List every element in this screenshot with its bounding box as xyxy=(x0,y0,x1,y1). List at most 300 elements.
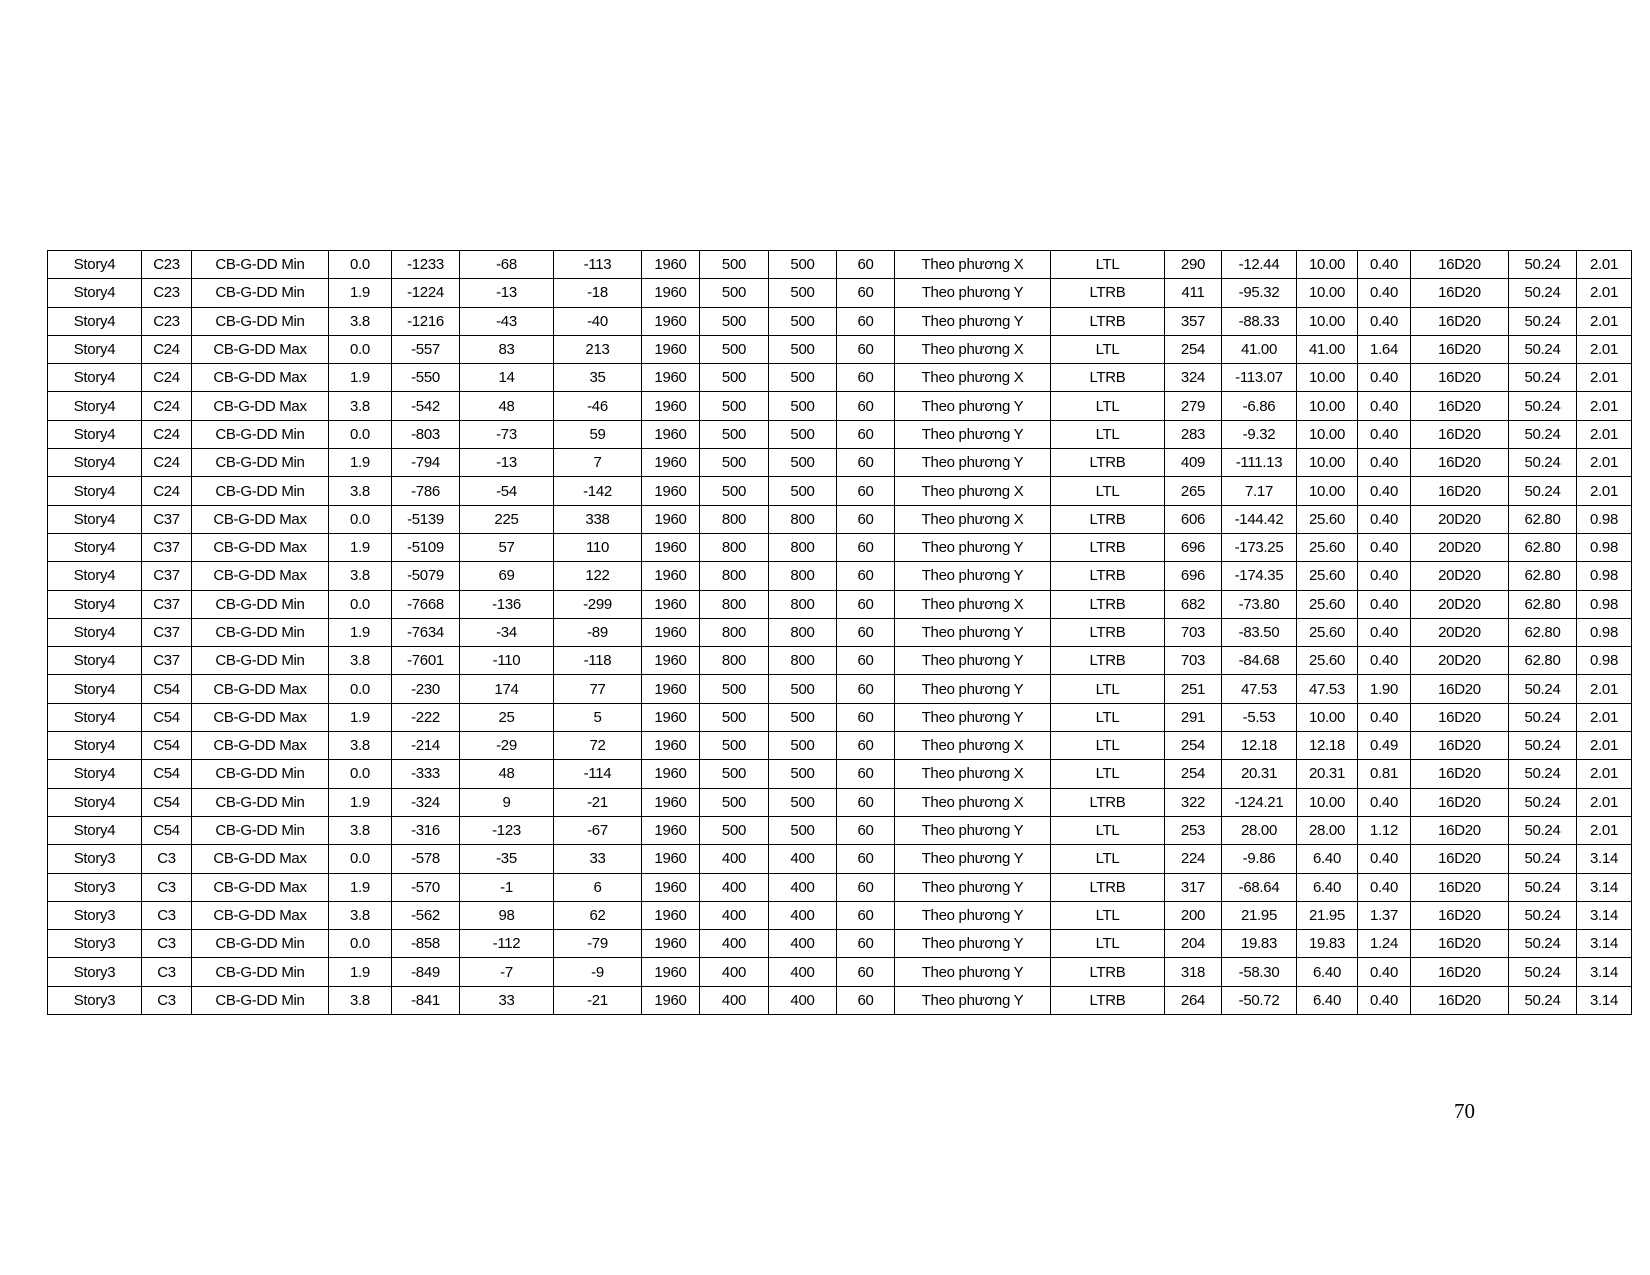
cell-axial-force: -333 xyxy=(392,760,460,788)
cell-ratio: 1.12 xyxy=(1358,816,1411,844)
cell-cover: 60 xyxy=(837,788,895,816)
cell-area: 50.24 xyxy=(1509,364,1577,392)
cell-value-b: -124.21 xyxy=(1222,788,1297,816)
cell-percent: 2.01 xyxy=(1577,449,1632,477)
cell-percent: 3.14 xyxy=(1577,958,1632,986)
cell-width-b: 800 xyxy=(700,647,769,675)
cell-column: C54 xyxy=(142,788,192,816)
cell-width-b: 500 xyxy=(700,449,769,477)
cell-cover: 60 xyxy=(837,732,895,760)
cell-column: C54 xyxy=(142,675,192,703)
cell-depth-h: 500 xyxy=(769,335,837,363)
cell-width-b: 400 xyxy=(700,845,769,873)
cell-ratio: 0.40 xyxy=(1358,958,1411,986)
cell-combo: CB-G-DD Min xyxy=(192,760,329,788)
cell-area: 50.24 xyxy=(1509,449,1577,477)
cell-height: 1960 xyxy=(642,533,700,561)
cell-direction: Theo phương X xyxy=(895,505,1051,533)
cell-height: 1960 xyxy=(642,901,700,929)
cell-value-a: 254 xyxy=(1165,760,1222,788)
cell-column: C24 xyxy=(142,477,192,505)
cell-height: 1960 xyxy=(642,307,700,335)
cell-area: 50.24 xyxy=(1509,958,1577,986)
cell-area: 50.24 xyxy=(1509,675,1577,703)
cell-value-b: -113.07 xyxy=(1222,364,1297,392)
cell-area: 50.24 xyxy=(1509,901,1577,929)
cell-moment-3: 7 xyxy=(554,449,642,477)
cell-depth-h: 500 xyxy=(769,279,837,307)
cell-area: 62.80 xyxy=(1509,505,1577,533)
cell-value-a: 317 xyxy=(1165,873,1222,901)
cell-ratio: 0.40 xyxy=(1358,788,1411,816)
cell-value-b: -12.44 xyxy=(1222,251,1297,279)
cell-ratio: 1.24 xyxy=(1358,930,1411,958)
cell-rebar: 16D20 xyxy=(1411,901,1509,929)
cell-axial-force: -7601 xyxy=(392,647,460,675)
cell-percent: 3.14 xyxy=(1577,930,1632,958)
cell-moment-3: 213 xyxy=(554,335,642,363)
cell-area: 50.24 xyxy=(1509,816,1577,844)
cell-area: 50.24 xyxy=(1509,703,1577,731)
cell-column: C54 xyxy=(142,816,192,844)
cell-value-b: 21.95 xyxy=(1222,901,1297,929)
cell-column: C37 xyxy=(142,618,192,646)
cell-moment-3: -21 xyxy=(554,986,642,1014)
cell-direction: Theo phương Y xyxy=(895,449,1051,477)
cell-ratio: 0.40 xyxy=(1358,477,1411,505)
cell-rebar: 16D20 xyxy=(1411,816,1509,844)
cell-direction: Theo phương Y xyxy=(895,986,1051,1014)
cell-percent: 2.01 xyxy=(1577,788,1632,816)
cell-depth-h: 400 xyxy=(769,873,837,901)
cell-combo: CB-G-DD Min xyxy=(192,307,329,335)
cell-direction: Theo phương X xyxy=(895,251,1051,279)
cell-case-type: LTRB xyxy=(1051,788,1165,816)
cell-combo: CB-G-DD Min xyxy=(192,420,329,448)
cell-station: 1.9 xyxy=(329,958,392,986)
cell-moment-3: -46 xyxy=(554,392,642,420)
cell-combo: CB-G-DD Min xyxy=(192,251,329,279)
cell-axial-force: -5139 xyxy=(392,505,460,533)
cell-column: C37 xyxy=(142,505,192,533)
cell-area: 50.24 xyxy=(1509,251,1577,279)
cell-percent: 2.01 xyxy=(1577,392,1632,420)
cell-depth-h: 500 xyxy=(769,449,837,477)
cell-direction: Theo phương Y xyxy=(895,958,1051,986)
cell-value-b: -5.53 xyxy=(1222,703,1297,731)
cell-value-c: 19.83 xyxy=(1297,930,1358,958)
cell-axial-force: -794 xyxy=(392,449,460,477)
cell-ratio: 0.40 xyxy=(1358,647,1411,675)
cell-value-a: 290 xyxy=(1165,251,1222,279)
cell-column: C24 xyxy=(142,392,192,420)
cell-percent: 2.01 xyxy=(1577,760,1632,788)
table-row xyxy=(48,618,1632,646)
cell-depth-h: 400 xyxy=(769,845,837,873)
cell-moment-3: -40 xyxy=(554,307,642,335)
cell-column: C54 xyxy=(142,732,192,760)
cell-column: C24 xyxy=(142,420,192,448)
cell-percent: 3.14 xyxy=(1577,986,1632,1014)
cell-rebar: 20D20 xyxy=(1411,618,1509,646)
cell-direction: Theo phương Y xyxy=(895,930,1051,958)
cell-station: 0.0 xyxy=(329,251,392,279)
cell-value-a: 696 xyxy=(1165,533,1222,561)
cell-value-a: 291 xyxy=(1165,703,1222,731)
cell-ratio: 0.40 xyxy=(1358,873,1411,901)
cell-axial-force: -562 xyxy=(392,901,460,929)
cell-width-b: 500 xyxy=(700,392,769,420)
cell-depth-h: 500 xyxy=(769,788,837,816)
cell-direction: Theo phương X xyxy=(895,760,1051,788)
cell-ratio: 0.40 xyxy=(1358,420,1411,448)
table-row xyxy=(48,675,1632,703)
cell-moment-2: -13 xyxy=(460,279,554,307)
cell-cover: 60 xyxy=(837,449,895,477)
cell-station: 3.8 xyxy=(329,647,392,675)
cell-moment-2: -54 xyxy=(460,477,554,505)
cell-axial-force: -316 xyxy=(392,816,460,844)
cell-story: Story4 xyxy=(48,647,142,675)
cell-case-type: LTRB xyxy=(1051,449,1165,477)
cell-depth-h: 800 xyxy=(769,647,837,675)
cell-value-c: 25.60 xyxy=(1297,647,1358,675)
cell-axial-force: -5079 xyxy=(392,562,460,590)
cell-case-type: LTRB xyxy=(1051,590,1165,618)
cell-rebar: 16D20 xyxy=(1411,788,1509,816)
cell-direction: Theo phương Y xyxy=(895,873,1051,901)
cell-rebar: 16D20 xyxy=(1411,703,1509,731)
cell-story: Story4 xyxy=(48,279,142,307)
cell-combo: CB-G-DD Min xyxy=(192,618,329,646)
table-row xyxy=(48,392,1632,420)
cell-depth-h: 800 xyxy=(769,505,837,533)
cell-case-type: LTRB xyxy=(1051,562,1165,590)
cell-depth-h: 800 xyxy=(769,590,837,618)
cell-moment-3: -79 xyxy=(554,930,642,958)
cell-rebar: 16D20 xyxy=(1411,307,1509,335)
cell-axial-force: -1224 xyxy=(392,279,460,307)
cell-moment-2: -7 xyxy=(460,958,554,986)
cell-combo: CB-G-DD Max xyxy=(192,732,329,760)
cell-value-c: 10.00 xyxy=(1297,477,1358,505)
cell-width-b: 800 xyxy=(700,533,769,561)
cell-axial-force: -550 xyxy=(392,364,460,392)
cell-column: C23 xyxy=(142,307,192,335)
cell-case-type: LTRB xyxy=(1051,505,1165,533)
cell-station: 0.0 xyxy=(329,505,392,533)
cell-ratio: 0.81 xyxy=(1358,760,1411,788)
table-row xyxy=(48,307,1632,335)
cell-case-type: LTL xyxy=(1051,901,1165,929)
cell-area: 50.24 xyxy=(1509,335,1577,363)
cell-percent: 3.14 xyxy=(1577,845,1632,873)
cell-ratio: 0.40 xyxy=(1358,251,1411,279)
cell-case-type: LTL xyxy=(1051,816,1165,844)
cell-value-a: 696 xyxy=(1165,562,1222,590)
cell-station: 0.0 xyxy=(329,420,392,448)
cell-ratio: 0.49 xyxy=(1358,732,1411,760)
cell-moment-2: 33 xyxy=(460,986,554,1014)
cell-case-type: LTL xyxy=(1051,845,1165,873)
cell-cover: 60 xyxy=(837,873,895,901)
cell-moment-3: -142 xyxy=(554,477,642,505)
cell-rebar: 16D20 xyxy=(1411,477,1509,505)
cell-station: 1.9 xyxy=(329,364,392,392)
cell-value-c: 25.60 xyxy=(1297,618,1358,646)
cell-area: 50.24 xyxy=(1509,732,1577,760)
cell-combo: CB-G-DD Max xyxy=(192,364,329,392)
cell-cover: 60 xyxy=(837,930,895,958)
cell-direction: Theo phương X xyxy=(895,732,1051,760)
cell-combo: CB-G-DD Min xyxy=(192,986,329,1014)
cell-combo: CB-G-DD Max xyxy=(192,845,329,873)
cell-ratio: 0.40 xyxy=(1358,364,1411,392)
cell-moment-3: 5 xyxy=(554,703,642,731)
cell-ratio: 1.90 xyxy=(1358,675,1411,703)
cell-column: C37 xyxy=(142,562,192,590)
cell-story: Story4 xyxy=(48,307,142,335)
cell-width-b: 400 xyxy=(700,930,769,958)
table-row xyxy=(48,590,1632,618)
cell-case-type: LTRB xyxy=(1051,533,1165,561)
table-row xyxy=(48,930,1632,958)
cell-height: 1960 xyxy=(642,251,700,279)
cell-area: 50.24 xyxy=(1509,760,1577,788)
cell-axial-force: -849 xyxy=(392,958,460,986)
cell-percent: 3.14 xyxy=(1577,901,1632,929)
cell-height: 1960 xyxy=(642,477,700,505)
cell-depth-h: 500 xyxy=(769,420,837,448)
cell-combo: CB-G-DD Max xyxy=(192,873,329,901)
cell-story: Story3 xyxy=(48,958,142,986)
cell-height: 1960 xyxy=(642,816,700,844)
cell-moment-2: -68 xyxy=(460,251,554,279)
cell-percent: 0.98 xyxy=(1577,590,1632,618)
cell-value-b: 7.17 xyxy=(1222,477,1297,505)
cell-value-a: 254 xyxy=(1165,732,1222,760)
cell-moment-2: 9 xyxy=(460,788,554,816)
table-row xyxy=(48,505,1632,533)
cell-width-b: 500 xyxy=(700,477,769,505)
cell-height: 1960 xyxy=(642,788,700,816)
table-row xyxy=(48,251,1632,279)
cell-height: 1960 xyxy=(642,505,700,533)
cell-value-c: 10.00 xyxy=(1297,788,1358,816)
cell-station: 3.8 xyxy=(329,392,392,420)
cell-value-c: 12.18 xyxy=(1297,732,1358,760)
cell-story: Story4 xyxy=(48,732,142,760)
cell-station: 0.0 xyxy=(329,675,392,703)
cell-station: 0.0 xyxy=(329,590,392,618)
cell-column: C3 xyxy=(142,845,192,873)
cell-cover: 60 xyxy=(837,251,895,279)
table-row xyxy=(48,816,1632,844)
cell-moment-2: 25 xyxy=(460,703,554,731)
cell-ratio: 0.40 xyxy=(1358,618,1411,646)
table-row xyxy=(48,845,1632,873)
cell-direction: Theo phương Y xyxy=(895,675,1051,703)
cell-value-a: 703 xyxy=(1165,647,1222,675)
table-row xyxy=(48,788,1632,816)
cell-width-b: 800 xyxy=(700,618,769,646)
cell-station: 0.0 xyxy=(329,760,392,788)
cell-moment-2: -110 xyxy=(460,647,554,675)
cell-moment-3: 6 xyxy=(554,873,642,901)
cell-value-a: 409 xyxy=(1165,449,1222,477)
cell-depth-h: 400 xyxy=(769,901,837,929)
cell-value-c: 10.00 xyxy=(1297,420,1358,448)
cell-axial-force: -7668 xyxy=(392,590,460,618)
cell-width-b: 500 xyxy=(700,364,769,392)
table-row xyxy=(48,420,1632,448)
cell-axial-force: -230 xyxy=(392,675,460,703)
cell-cover: 60 xyxy=(837,562,895,590)
cell-height: 1960 xyxy=(642,873,700,901)
table-row xyxy=(48,732,1632,760)
cell-height: 1960 xyxy=(642,279,700,307)
cell-area: 62.80 xyxy=(1509,590,1577,618)
cell-value-c: 25.60 xyxy=(1297,505,1358,533)
cell-combo: CB-G-DD Min xyxy=(192,930,329,958)
cell-value-a: 324 xyxy=(1165,364,1222,392)
cell-value-b: -83.50 xyxy=(1222,618,1297,646)
cell-ratio: 0.40 xyxy=(1358,392,1411,420)
cell-percent: 2.01 xyxy=(1577,675,1632,703)
cell-width-b: 400 xyxy=(700,873,769,901)
cell-rebar: 16D20 xyxy=(1411,986,1509,1014)
cell-value-b: -84.68 xyxy=(1222,647,1297,675)
cell-axial-force: -1216 xyxy=(392,307,460,335)
cell-value-b: -95.32 xyxy=(1222,279,1297,307)
cell-story: Story4 xyxy=(48,477,142,505)
cell-combo: CB-G-DD Max xyxy=(192,703,329,731)
cell-moment-2: -34 xyxy=(460,618,554,646)
cell-direction: Theo phương X xyxy=(895,477,1051,505)
cell-depth-h: 500 xyxy=(769,364,837,392)
cell-width-b: 500 xyxy=(700,307,769,335)
cell-combo: CB-G-DD Max xyxy=(192,392,329,420)
cell-station: 3.8 xyxy=(329,986,392,1014)
cell-value-c: 21.95 xyxy=(1297,901,1358,929)
cell-station: 1.9 xyxy=(329,279,392,307)
cell-area: 50.24 xyxy=(1509,788,1577,816)
cell-ratio: 0.40 xyxy=(1358,279,1411,307)
cell-cover: 60 xyxy=(837,279,895,307)
cell-case-type: LTL xyxy=(1051,392,1165,420)
table-row xyxy=(48,562,1632,590)
cell-story: Story4 xyxy=(48,364,142,392)
cell-value-a: 682 xyxy=(1165,590,1222,618)
cell-value-b: -144.42 xyxy=(1222,505,1297,533)
cell-percent: 0.98 xyxy=(1577,618,1632,646)
cell-ratio: 1.64 xyxy=(1358,335,1411,363)
cell-value-b: -174.35 xyxy=(1222,562,1297,590)
data-table-container xyxy=(47,250,1631,1015)
cell-direction: Theo phương X xyxy=(895,364,1051,392)
cell-height: 1960 xyxy=(642,675,700,703)
cell-cover: 60 xyxy=(837,986,895,1014)
cell-value-b: 12.18 xyxy=(1222,732,1297,760)
cell-percent: 2.01 xyxy=(1577,307,1632,335)
cell-rebar: 20D20 xyxy=(1411,505,1509,533)
cell-value-b: 19.83 xyxy=(1222,930,1297,958)
cell-moment-3: -67 xyxy=(554,816,642,844)
cell-rebar: 16D20 xyxy=(1411,732,1509,760)
cell-case-type: LTL xyxy=(1051,335,1165,363)
cell-width-b: 400 xyxy=(700,986,769,1014)
cell-cover: 60 xyxy=(837,647,895,675)
cell-depth-h: 500 xyxy=(769,251,837,279)
cell-value-a: 279 xyxy=(1165,392,1222,420)
cell-combo: CB-G-DD Min xyxy=(192,647,329,675)
cell-ratio: 0.40 xyxy=(1358,505,1411,533)
cell-value-c: 6.40 xyxy=(1297,958,1358,986)
cell-story: Story4 xyxy=(48,816,142,844)
cell-column: C3 xyxy=(142,901,192,929)
cell-direction: Theo phương Y xyxy=(895,816,1051,844)
cell-story: Story4 xyxy=(48,703,142,731)
cell-height: 1960 xyxy=(642,420,700,448)
cell-rebar: 16D20 xyxy=(1411,392,1509,420)
cell-moment-3: -113 xyxy=(554,251,642,279)
cell-rebar: 16D20 xyxy=(1411,420,1509,448)
table-row xyxy=(48,533,1632,561)
cell-moment-2: -123 xyxy=(460,816,554,844)
cell-case-type: LTL xyxy=(1051,251,1165,279)
cell-percent: 2.01 xyxy=(1577,703,1632,731)
cell-cover: 60 xyxy=(837,335,895,363)
cell-width-b: 500 xyxy=(700,788,769,816)
cell-cover: 60 xyxy=(837,533,895,561)
cell-direction: Theo phương Y xyxy=(895,533,1051,561)
cell-moment-2: -43 xyxy=(460,307,554,335)
table-row xyxy=(48,986,1632,1014)
cell-combo: CB-G-DD Min xyxy=(192,590,329,618)
cell-moment-2: -112 xyxy=(460,930,554,958)
cell-value-c: 10.00 xyxy=(1297,703,1358,731)
cell-value-a: 357 xyxy=(1165,307,1222,335)
cell-value-c: 47.53 xyxy=(1297,675,1358,703)
cell-column: C23 xyxy=(142,279,192,307)
cell-value-c: 25.60 xyxy=(1297,562,1358,590)
cell-percent: 2.01 xyxy=(1577,816,1632,844)
cell-width-b: 400 xyxy=(700,958,769,986)
cell-moment-3: -21 xyxy=(554,788,642,816)
cell-moment-3: 122 xyxy=(554,562,642,590)
cell-value-c: 6.40 xyxy=(1297,986,1358,1014)
cell-value-a: 200 xyxy=(1165,901,1222,929)
cell-value-c: 10.00 xyxy=(1297,392,1358,420)
cell-area: 50.24 xyxy=(1509,392,1577,420)
cell-story: Story4 xyxy=(48,590,142,618)
cell-value-a: 606 xyxy=(1165,505,1222,533)
cell-cover: 60 xyxy=(837,760,895,788)
cell-moment-2: 83 xyxy=(460,335,554,363)
cell-ratio: 0.40 xyxy=(1358,449,1411,477)
cell-ratio: 0.40 xyxy=(1358,533,1411,561)
cell-rebar: 16D20 xyxy=(1411,279,1509,307)
cell-column: C37 xyxy=(142,647,192,675)
table-row xyxy=(48,335,1632,363)
cell-moment-2: 174 xyxy=(460,675,554,703)
cell-width-b: 500 xyxy=(700,279,769,307)
cell-height: 1960 xyxy=(642,562,700,590)
cell-column: C3 xyxy=(142,873,192,901)
cell-moment-3: 35 xyxy=(554,364,642,392)
cell-axial-force: -222 xyxy=(392,703,460,731)
cell-column: C37 xyxy=(142,590,192,618)
